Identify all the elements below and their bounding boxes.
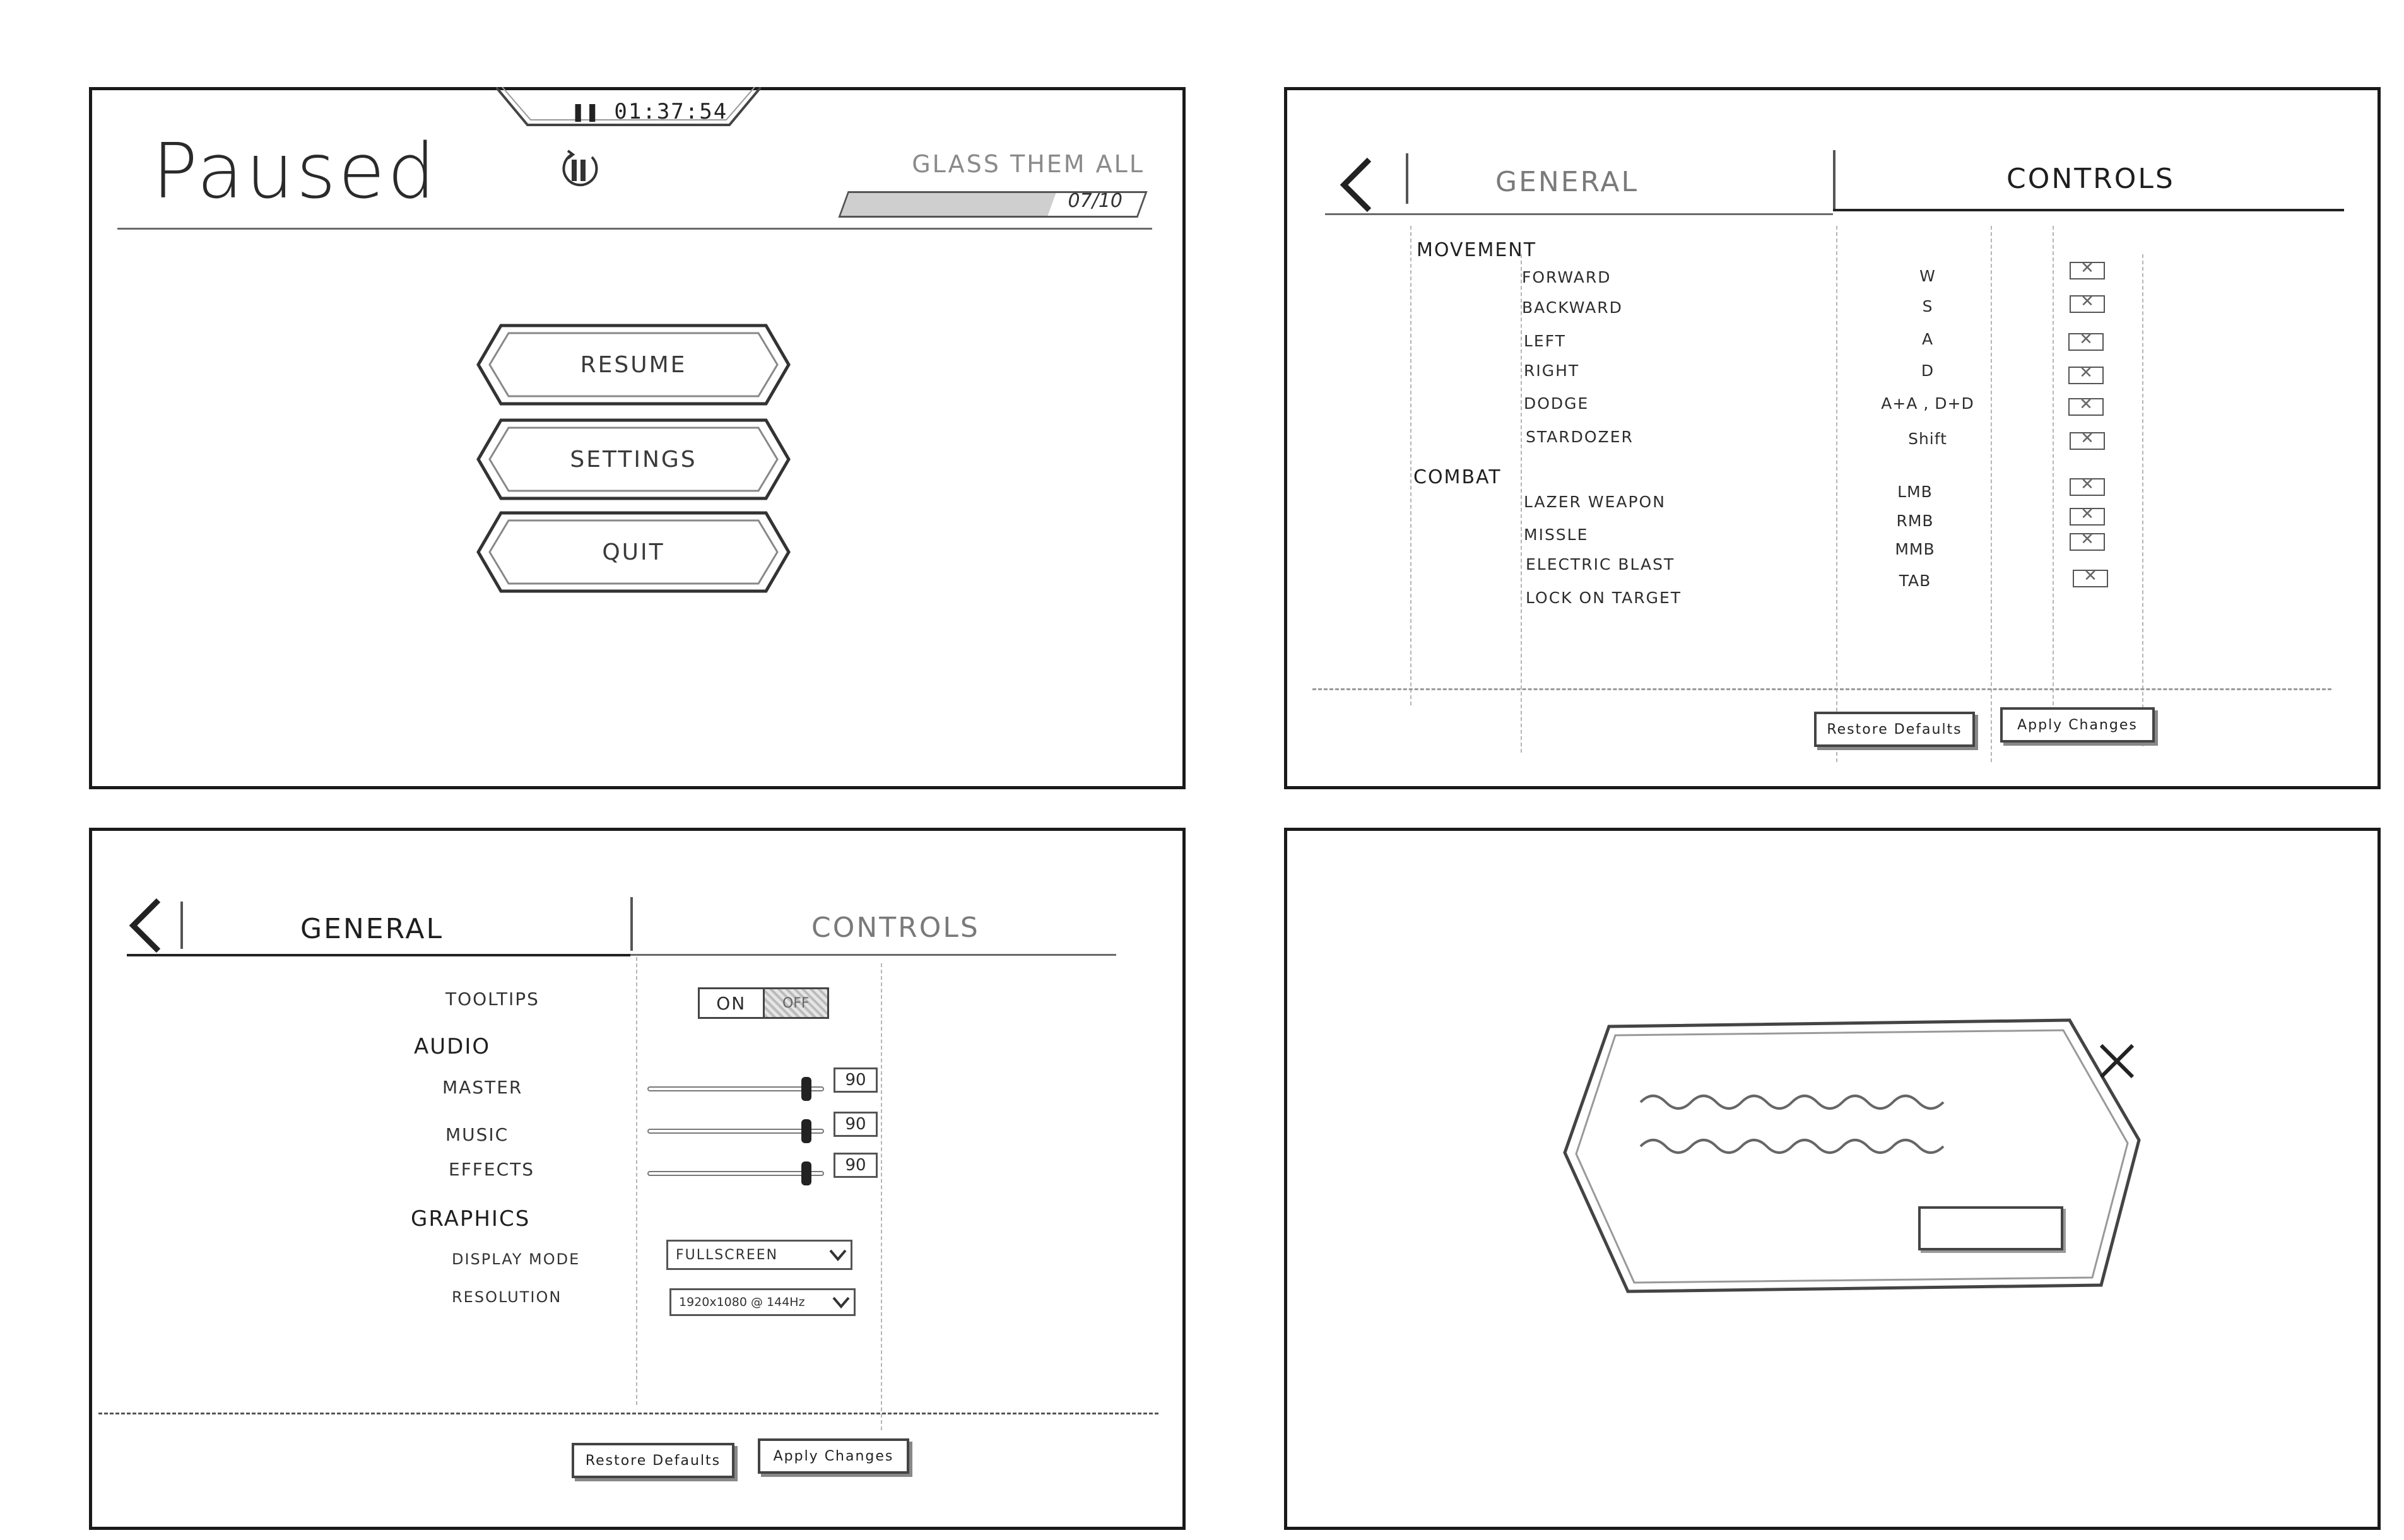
resolution-value: 1920x1080 @ 144Hz xyxy=(679,1295,805,1309)
key-binding[interactable]: W xyxy=(1919,267,1936,285)
unbind-button[interactable] xyxy=(2070,429,2105,450)
column-guide xyxy=(636,957,637,1405)
tab-divider xyxy=(630,897,633,951)
chevron-down-icon xyxy=(828,1293,854,1312)
close-icon: ✕ xyxy=(2080,292,2094,311)
effects-volume-value[interactable]: 90 xyxy=(834,1153,878,1178)
close-icon: ✕ xyxy=(2083,567,2097,585)
column-guide xyxy=(881,963,882,1430)
apply-changes-button[interactable]: Apply Changes xyxy=(758,1438,909,1474)
key-binding[interactable]: S xyxy=(1922,297,1933,315)
action-label: LEFT xyxy=(1524,332,1566,350)
header-divider xyxy=(117,228,1152,230)
settings-button[interactable] xyxy=(476,415,791,503)
close-icon: ✕ xyxy=(2080,505,2094,524)
chevron-left-icon[interactable] xyxy=(124,894,174,957)
key-binding[interactable]: MMB xyxy=(1895,540,1935,558)
section-combat: COMBAT xyxy=(1413,466,1502,488)
slider-thumb[interactable] xyxy=(801,1161,811,1185)
quest-name: GLASS THEM ALL xyxy=(912,150,1145,178)
quest-progress-fill xyxy=(840,193,1056,216)
master-volume-value[interactable]: 90 xyxy=(834,1067,878,1093)
column-guide xyxy=(1410,226,1411,705)
action-label: LAZER WEAPON xyxy=(1524,493,1666,511)
chevron-down-icon xyxy=(825,1245,851,1264)
controls-settings-panel xyxy=(1284,87,2381,789)
tabs-underline-active xyxy=(1833,209,2344,211)
tabs-underline-right xyxy=(630,954,1116,956)
display-mode-label: DISPLAY MODE xyxy=(452,1250,580,1268)
toggle-on[interactable]: ON xyxy=(700,989,765,1017)
music-volume-value[interactable]: 90 xyxy=(834,1112,878,1137)
resume-button[interactable] xyxy=(476,320,791,409)
action-label: MISSLE xyxy=(1524,526,1589,544)
quit-button[interactable] xyxy=(476,508,791,596)
pause-glyph-small: ❚❚ xyxy=(572,99,615,124)
tabs-underline-left xyxy=(1325,213,1833,215)
unbind-button[interactable] xyxy=(2068,395,2104,416)
action-label: DODGE xyxy=(1524,394,1589,413)
key-binding[interactable]: D xyxy=(1921,361,1935,380)
close-icon[interactable] xyxy=(2095,1039,2139,1083)
resolution-label: RESOLUTION xyxy=(452,1288,562,1306)
apply-changes-button[interactable]: Apply Changes xyxy=(2000,707,2155,743)
action-label: ELECTRIC BLAST xyxy=(1526,555,1675,573)
tab-controls[interactable]: CONTROLS xyxy=(811,912,980,944)
close-icon: ✕ xyxy=(2079,363,2093,382)
key-binding[interactable]: Shift xyxy=(1908,430,1947,448)
key-binding[interactable]: LMB xyxy=(1897,483,1933,501)
pause-icon[interactable] xyxy=(559,146,610,196)
quit-button-label: QUIT xyxy=(602,539,665,565)
unbind-button[interactable] xyxy=(2073,567,2108,587)
effects-volume-label: EFFECTS xyxy=(449,1159,535,1180)
unbind-button[interactable] xyxy=(2068,363,2104,384)
unbind-button[interactable] xyxy=(2068,330,2104,351)
slider-track xyxy=(647,1129,824,1134)
restore-defaults-button[interactable]: Restore Defaults xyxy=(1814,712,1975,747)
music-volume-label: MUSIC xyxy=(445,1124,509,1145)
display-mode-select[interactable] xyxy=(666,1240,852,1270)
dialog-frame xyxy=(1552,1014,2158,1329)
audio-heading: AUDIO xyxy=(414,1034,491,1059)
dialog-confirm-button[interactable] xyxy=(1918,1206,2063,1250)
unbind-button[interactable] xyxy=(2070,505,2105,526)
unbind-button[interactable] xyxy=(2070,259,2105,279)
column-guide xyxy=(1836,226,1837,762)
key-binding[interactable]: TAB xyxy=(1899,572,1931,590)
slider-thumb[interactable] xyxy=(801,1077,811,1101)
play-timer: ❚❚ 01:37:54 xyxy=(572,99,728,124)
pause-menu-panel xyxy=(89,87,1186,789)
back-divider xyxy=(1406,153,1408,204)
slider-track xyxy=(647,1171,824,1176)
tab-divider xyxy=(1833,150,1835,210)
unbind-button[interactable] xyxy=(2070,475,2105,496)
key-binding[interactable]: A+A , D+D xyxy=(1881,394,1974,413)
display-mode-value: FULLSCREEN xyxy=(676,1247,779,1263)
close-icon: ✕ xyxy=(2080,259,2094,278)
tooltips-toggle[interactable] xyxy=(698,987,829,1019)
back-divider xyxy=(180,902,183,949)
unbind-button[interactable] xyxy=(2070,530,2105,551)
action-label: RIGHT xyxy=(1524,361,1580,380)
key-binding[interactable]: A xyxy=(1921,330,1934,348)
key-binding[interactable]: RMB xyxy=(1896,512,1934,530)
tab-controls[interactable]: CONTROLS xyxy=(2006,163,2175,195)
resume-button-label: RESUME xyxy=(580,351,687,378)
close-icon: ✕ xyxy=(2080,530,2094,549)
tooltips-label: TOOLTIPS xyxy=(445,989,539,1009)
column-guide xyxy=(2142,254,2143,746)
toggle-off[interactable]: OFF xyxy=(765,989,828,1017)
general-settings-panel xyxy=(89,828,1186,1530)
column-guide xyxy=(1521,254,1522,753)
section-movement: MOVEMENT xyxy=(1417,239,1537,261)
quest-count: 07/10 xyxy=(1068,190,1122,212)
close-icon: ✕ xyxy=(2080,429,2094,448)
restore-defaults-button[interactable]: Restore Defaults xyxy=(572,1443,734,1478)
column-guide xyxy=(1991,226,1992,762)
page-title: Paused xyxy=(152,128,439,216)
action-label: STARDOZER xyxy=(1526,428,1634,446)
master-volume-label: MASTER xyxy=(442,1077,523,1098)
close-icon: ✕ xyxy=(2079,395,2093,414)
action-label: BACKWARD xyxy=(1522,298,1623,317)
footer-divider xyxy=(98,1413,1158,1414)
effects-volume-slider[interactable] xyxy=(647,1160,824,1185)
column-guide xyxy=(2053,226,2054,743)
close-icon: ✕ xyxy=(2079,330,2093,349)
chevron-left-icon[interactable] xyxy=(1335,153,1385,216)
slider-track xyxy=(647,1086,824,1091)
resolution-select[interactable] xyxy=(669,1288,856,1316)
settings-button-label: SETTINGS xyxy=(570,446,697,473)
master-volume-slider[interactable] xyxy=(647,1076,824,1101)
modal-dialog xyxy=(1552,1014,2158,1329)
music-volume-slider[interactable] xyxy=(647,1118,824,1143)
unbind-button[interactable] xyxy=(2070,292,2105,313)
slider-thumb[interactable] xyxy=(801,1119,811,1143)
action-label: FORWARD xyxy=(1522,268,1612,286)
tab-general[interactable]: GENERAL xyxy=(1495,166,1639,198)
close-icon: ✕ xyxy=(2080,475,2094,494)
action-label: LOCK ON TARGET xyxy=(1526,589,1682,607)
footer-divider xyxy=(1312,688,2331,690)
tabs-underline-active xyxy=(127,954,630,956)
dialog-panel xyxy=(1284,828,2381,1530)
graphics-heading: GRAPHICS xyxy=(411,1206,531,1231)
tab-general[interactable]: GENERAL xyxy=(300,913,444,945)
